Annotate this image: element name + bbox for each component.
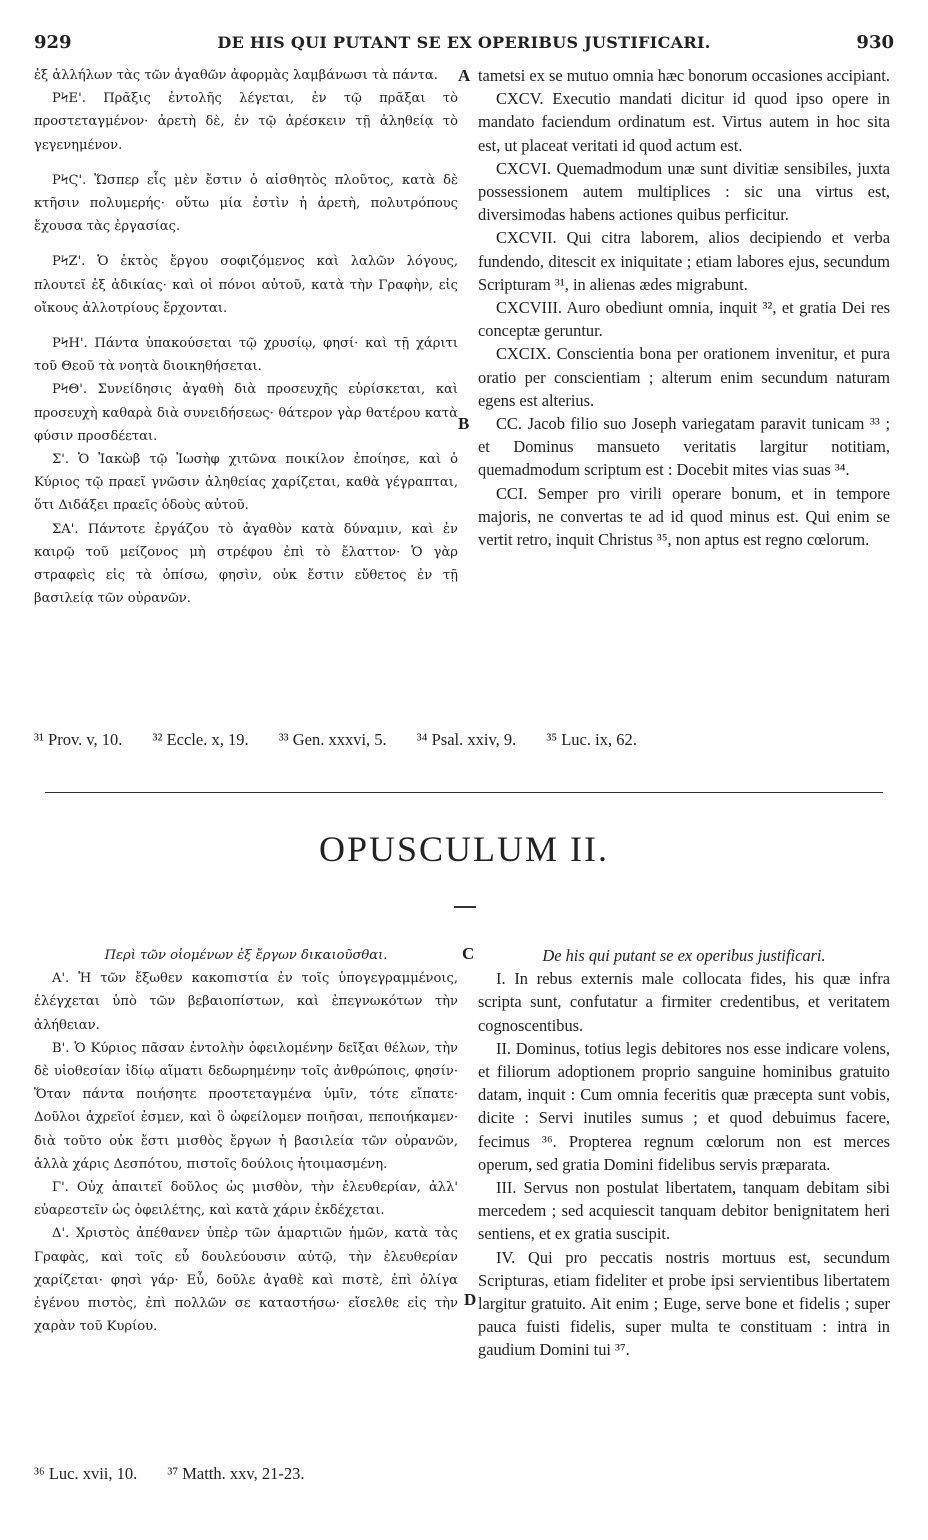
latin-paragraph: II. Dominus, totius legis debitores nos esse indicare volens, et filiorum adoptionem proprio sanguine hominibus gratuito datam, inquit : Cum omnia feceritis quæ præcepta sunt vobis, dicite : Servi inutiles sumus ; et quod debuimus facere, fecimus ³⁶. Propterea regnum cœlorum non est merces operum, sed gratia Domini fidelibus servis præparata. — [478, 1038, 890, 1174]
greek-paragraph: Δ'. Χριστὸς ἀπέθανεν ὑπὲρ τῶν ἁμαρτιῶν ἡμῶν, κατὰ τὰς Γραφὰς, καὶ τοῖς εὖ δουλεύουσιν αὐτῷ, τὴν ἐλευθερίαν χαρίζεται· φησὶ γάρ· Εὖ, δοῦλε ἀγαθὲ καὶ πιστὲ, ἐπὶ ὀλίγα ἐγένου πιστὸς, ἐπὶ πολλῶν σε καταστήσω· εἴσελθε εἰς τὴν χαρὰν τοῦ Κυρίου. — [34, 1226, 458, 1335]
greek-paragraph: ΡϞΗ'. Πάντα ὑπακούσεται τῷ χρυσίῳ, φησί· καὶ τῇ χάριτι τοῦ Θεοῦ τὰ νοητὰ διοικηθήσεται. — [34, 336, 458, 375]
latin-paragraph: CCI. Semper pro virili operare bonum, et in tempore majoris, ne convertas te ad id quod minus est. Qui enim se vertit retro, inquit Christus ³⁵, non aptus est regno cœlorum. — [478, 483, 890, 550]
footnotes-top — [34, 730, 663, 750]
running-title: DE HIS QUI PUTANT SE EX OPERIBUS JUSTIFICARI. — [217, 33, 711, 52]
latin-column-bottom — [478, 944, 890, 1362]
greek-paragraph: ΡϞΘ'. Συνείδησις ἀγαθὴ διὰ προσευχῆς εὑρίσκεται, καὶ προσευχὴ καθαρὰ διὰ συνειδήσεως· θάτερον γὰρ θατέρου κατὰ φύσιν προσδέεται. — [34, 382, 458, 444]
title-dash — [454, 906, 476, 908]
running-header — [34, 32, 894, 58]
greek-paragraph: ΡϞΕ'. Πρᾶξις ἐντολῆς λέγεται, ἐν τῷ πρᾶξαι τὸ προστεταγμένον· ἀρετὴ δὲ, ἐν τῷ ἀρέσκειν τῇ ἀληθείᾳ τὸ γεγενημένον. — [34, 91, 458, 153]
latin-paragraph: CXCIX. Conscientia bona per orationem invenitur, et pura oratio per conscientiam ; alterum enim secundum naturam egens est alterius. — [478, 344, 890, 410]
margin-marker-c: C — [462, 944, 475, 963]
latin-paragraph: tametsi ex se mutuo omnia hæc bonorum occasiones accipiant. — [478, 66, 890, 85]
section-divider — [45, 792, 883, 793]
greek-paragraph: Γ'. Οὐχ ἀπαιτεῖ δοῦλος ὡς μισθὸν, τὴν ἐλευθερίαν, ἀλλ' εὐαρεστεῖν ὡς ὀφειλέτης, καὶ κατὰ χάριν ἐκδέχεται. — [34, 1180, 458, 1219]
latin-paragraph: CXCVI. Quemadmodum unæ sunt divitiæ sensibiles, juxta possessionem autem multiplices : sic una virtus est, diversimodas habens actiones quibus perficitur. — [478, 158, 890, 225]
footnotes-bottom — [34, 1464, 330, 1484]
greek-column-top — [34, 64, 458, 610]
greek-paragraph: ΣΑ'. Πάντοτε ἐργάζου τὸ ἀγαθὸν κατὰ δύναμιν, καὶ ἐν καιρῷ τοῦ μείζονος μὴ στρέφου ἐπὶ τὸ ἔλαττον· Ὁ γὰρ στραφεὶς εἰς τὰ ὀπίσω, φησὶν, οὐκ ἔστιν εὔθετος ἐν τῇ βασιλείᾳ τῶν οὐρανῶν. — [34, 521, 458, 607]
latin-paragraph: CC. Jacob filio suo Joseph variegatam paravit tunicam ³³ ; et Dominus mansueto veritatis largitur notitiam, quemadmodum scriptum est : Docebit mites vias suas ³⁴. — [478, 414, 890, 480]
greek-paragraph: ΡϞΖ'. Ὁ ἐκτὸς ἔργου σοφιζόμενος καὶ λαλῶν λόγους, πλουτεῖ ἐξ ἀδικίας· καὶ οἱ πόνοι αὐτοῦ, κατὰ τὴν Γραφὴν, εἰς οἴκους ἀλλοτρίους ἔρχονται. — [34, 254, 458, 316]
footnote: ³⁶ Luc. xvii, 10. — [34, 1464, 138, 1483]
margin-marker-b: B — [458, 414, 470, 433]
footnote: ³² Eccle. x, 19. — [152, 730, 249, 749]
latin-paragraph: IV. Qui pro peccatis nostris mortuus est, secundum Scripturas, etiam fideliter et probe ipsi servientibus libertatem largitur gratuito. Ait enim ; Euge, serve bone et fidelis ; super pauca fuisti fidelis, super multa te constituam : intra in gaudium Domini tui ³⁷. — [478, 1247, 890, 1360]
greek-paragraph: ἐξ ἀλλήλων τὰς τῶν ἀγαθῶν ἀφορμὰς λαμβάνωσι τὰ πάντα. — [34, 68, 438, 83]
greek-paragraph: ΡϞϚ'. Ὥσπερ εἷς μὲν ἔστιν ὁ αἰσθητὸς πλοῦτος, κατὰ δὲ κτῆσιν πολυμερής· οὕτω μία ἐστὶν ἡ ἀρετὴ, πολυτρόπους ἔχουσα τὰς ἐργασίας. — [34, 172, 458, 235]
footnote: ³⁵ Luc. ix, 62. — [546, 730, 637, 749]
page-number-right: 930 — [856, 32, 894, 53]
footnote: ³³ Gen. xxxvi, 5. — [278, 730, 387, 749]
footnote: ³⁴ Psal. xxiv, 9. — [416, 730, 517, 749]
footnote: ³¹ Prov. v, 10. — [34, 730, 123, 749]
margin-marker-a: A — [458, 66, 471, 85]
latin-paragraph: CXCV. Executio mandati dicitur id quod ipso opere in mandato faciendum ordinatum est. Virtus autem in hoc sita est, ut placeat veritati id quod actum est. — [478, 89, 890, 155]
footnote: ³⁷ Matth. xxv, 21-23. — [167, 1464, 305, 1483]
latin-paragraph: I. In rebus externis male collocata fides, his quæ infra scripta sunt, confutatur a firmiter credentibus, et veritatem cognoscentibus. — [478, 969, 890, 1035]
latin-subtitle: De his qui putant se ex operibus justificari. — [542, 946, 826, 965]
page-number-left: 929 — [34, 32, 72, 53]
latin-paragraph: CXCVIII. Auro obediunt omnia, inquit ³², et gratia Dei res conceptæ geruntur. — [478, 298, 890, 341]
margin-marker-d: D — [464, 1290, 477, 1309]
greek-paragraph: Α'. Ἡ τῶν ἔξωθεν κακοπιστία ἐν τοῖς ὑπογεγραμμένοις, ἐλέγχεται ὑπὸ τῶν βεβαιοπίστων, καὶ ἐπεγνωκότων τὴν ἀλήθειαν. — [34, 971, 458, 1033]
greek-paragraph: Σ'. Ὁ Ἰακὼβ τῷ Ἰωσὴφ χιτῶνα ποικίλον ἐποίησε, καὶ ὁ Κύριος τῷ πραεῖ γνῶσιν ἀληθείας χαρίζεται, καθὰ γέγραπται, ὅτι Διδάξει πραεῖς ὁδοὺς αὐτοῦ. — [34, 452, 458, 514]
latin-paragraph: III. Servus non postulat libertatem, tanquam debitam sibi mercedem ; sed acquiescit tanquam debitor benignitatem heri sentiens, et ex gratia suscipit. — [478, 1178, 890, 1244]
latin-paragraph: CXCVII. Qui citra laborem, alios decipiendo et verba fundendo, ditescit ex iniquitate ; etiam labores ejus, secundum Scripturam ³¹, in alienas ædes migrabunt. — [478, 228, 890, 294]
greek-column-bottom — [34, 944, 458, 1338]
latin-column-top — [478, 64, 890, 551]
greek-subtitle: Περὶ τῶν οἰομένων ἐξ ἔργων δικαιοῦσθαι. — [104, 948, 388, 963]
section-title: OPUSCULUM II. — [318, 829, 610, 869]
greek-paragraph: Β'. Ὁ Κύριος πᾶσαν ἐντολὴν ὀφειλομένην δεῖξαι θέλων, τὴν δὲ υἱοθεσίαν ἰδίῳ αἵματι δεδωρημένην τοῖς ἀνθρώποις, φησίν· Ὅταν πάντα ποιήσητε προστεταγμένα ὑμῖν, τότε εἴπατε· Δοῦλοι ἀχρεῖοί ἐσμεν, καὶ ὃ ὠφείλομεν ποιῆσαι, πεποιήκαμεν· διὰ τοῦτο οὐκ ἔστι μισθὸς ἔργων ἡ βασιλεία τῶν οὐρανῶν, ἀλλὰ χάρις Δεσπότου, πιστοῖς δούλοις ἡτοιμασμένη. — [34, 1040, 458, 1172]
